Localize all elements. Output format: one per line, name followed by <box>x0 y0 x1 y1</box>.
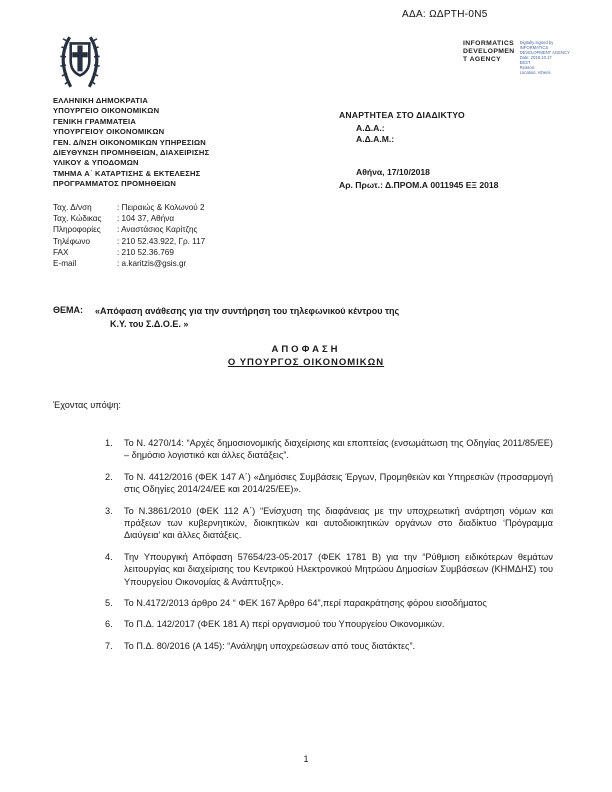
ministry-header-line: ΔΙΕΥΘΥΝΣΗ ΠΡΟΜΗΘΕΙΩΝ, ΔΙΑΧΕΙΡΙΣΗΣ <box>53 148 210 158</box>
preamble-intro: Έχοντας υπόψη: <box>53 400 121 410</box>
contact-row <box>53 258 303 269</box>
page-number: 1 <box>303 754 309 764</box>
signature-details-line: Date: 2018.10.17 <box>519 55 552 60</box>
list-item-number: 1. <box>105 438 113 448</box>
list-item <box>105 437 553 462</box>
anartitea-label: ΑΝΑΡΤΗΤΕΑ ΣΤΟ ΔΙΑΔΙΚΤΥΟ <box>339 110 465 120</box>
subject-label: ΘΕΜΑ: <box>53 305 83 315</box>
list-item-text: Το Π.Δ. 80/2016 (Α 145): “Ανάληψη υποχρεώσεων από τους διατάκτες”. <box>124 640 416 651</box>
decision-title: ΑΠΟΦΑΣΗ <box>271 344 341 355</box>
contact-row <box>53 202 303 213</box>
signature-agency-name <box>463 40 515 75</box>
list-item <box>105 640 553 652</box>
contact-label: FAX <box>53 247 69 257</box>
subject-text-line1: «Απόφαση ανάθεσης για την συντήρηση του τηλεφωνικού κέντρου της <box>95 306 400 316</box>
contact-label: Ταχ. Δ/νση <box>53 203 92 212</box>
protocol-number: Αρ. Πρωτ.: Δ.ΠΡΟΜ.Α 0011945 ΕΞ 2018 <box>339 180 499 190</box>
contact-value: : Πειραιώς & Κολωνού 2 <box>117 203 205 212</box>
signature-details-line: Location: Athens <box>519 70 551 75</box>
signature-details-line: EEST <box>519 60 531 65</box>
contact-value: : 104 37, Αθήνα <box>117 214 175 224</box>
signature-details-line: INFORMATICS <box>519 45 549 50</box>
list-item <box>105 471 553 496</box>
signature-agency-line: DEVELOPMEN <box>463 48 515 55</box>
signature-details-line: Digitally signed by <box>519 40 554 45</box>
list-item-number: 3. <box>105 505 113 516</box>
ada-reference: ΑΔΑ: ΩΔΡΤΗ-0Ν5 <box>402 9 488 20</box>
ministry-header-line: ΥΛΙΚΟΥ & ΥΠΟΔΟΜΩΝ <box>53 158 139 168</box>
signature-details-line: DEVELOPMENT AGENCY <box>519 50 570 55</box>
signature-details <box>520 40 570 75</box>
contact-row <box>53 247 303 258</box>
list-item-text: Το Ν.3861/2010 (ΦΕΚ 112 Α΄) “Ενίσχυση της διαφάνειας με την υποχρεωτική ανάρτηση νόμων και πράξεων των κυβερνητικών, διοικητικών και αυτοδιοικητικών οργάνων στο διαδίκτυο ‘Πρόγραμμα Διαύγεια’ και άλλες διατάξεις. <box>124 505 553 541</box>
list-item <box>105 597 553 609</box>
list-item-text: Το Ν.4172/2013 άρθρο 24 “ ΦΕΚ 167 Άρθρο 64”,περί παρακράτησης φόρου εισοδήματος <box>124 598 487 609</box>
ministry-header-line: ΤΜΗΜΑ Α΄ ΚΑΤΑΡΤΙΣΗΣ & ΕΚΤΕΛΕΣΗΣ <box>53 168 201 178</box>
ministry-header-line: ΥΠΟΥΡΓΕΙΟ ΟΙΚΟΝΟΜΙΚΩΝ <box>53 106 160 116</box>
list-item <box>105 551 553 588</box>
list-item-text: Το Ν. 4270/14: “Αρχές δημοσιονομικής διαχείρισης και εποπτείας (ενσωμάτωση της Οδηγίας 2011/85/ΕΕ) – δημόσιο λογιστικό και άλλες διατάξεις”. <box>124 438 553 461</box>
signature-agency-line: T AGENCY <box>463 56 502 63</box>
ministry-header <box>53 96 283 190</box>
subject-text-line2: Κ.Υ. του Σ.Δ.Ο.Ε. » <box>110 318 189 329</box>
ministry-header-line: ΕΛΛΗΝΙΚΗ ΔΗΜΟΚΡΑΤΙΑ <box>53 96 149 105</box>
signature-details-line: Reason: <box>519 65 536 70</box>
ministry-header-line: ΠΡΟΓΡΑΜΜΑΤΟΣ ΠΡΟΜΗΘΕΙΩΝ <box>53 179 177 189</box>
contact-row <box>53 236 303 247</box>
contact-label: Ταχ. Κώδικας <box>53 214 102 224</box>
list-item-number: 6. <box>105 619 113 630</box>
list-item-text: Την Υπουργική Απόφαση 57654/23-05-2017 (ΦΕΚ 1781 Β) για την “Ρύθμιση ειδικότερων θεμάτων λειτουργίας και διαχείρισης του Κεντρικού Ηλεκτρονικού Μητρώου Δημοσίων Συμβάσεων (ΚΗΜΔΗΣ) του Υπουργείου Οικονομίας & Ανάπτυξης». <box>124 551 553 587</box>
list-item <box>105 505 553 542</box>
subject-text <box>95 305 399 330</box>
list-item-text: Το Ν. 4412/2016 (ΦΕΚ 147 Α΄) «Δημόσιες Συμβάσεις Έργων, Προμηθειών και Υπηρεσιών (προσαρμογή στις Οδηγίες 2014/24/ΕΕ και 2014/25/ΕΕ)». <box>124 471 553 495</box>
list-item <box>105 618 553 630</box>
list-item-number: 5. <box>105 598 113 609</box>
greek-emblem-icon <box>54 31 106 93</box>
contact-label: E-mail <box>53 259 77 269</box>
contact-label: Πληροφορίες <box>53 225 101 235</box>
contact-block <box>53 202 303 269</box>
list-item-number: 2. <box>105 471 113 482</box>
contact-value: : Αναστάσιος Καρίτζης <box>117 225 198 235</box>
ministry-header-line: ΓΕΝΙΚΗ ΓΡΑΜΜΑΤΕΙΑ <box>53 116 137 126</box>
decision-heading <box>0 344 612 368</box>
signature-agency-line: INFORMATICS <box>463 40 515 47</box>
list-item-number: 4. <box>105 551 113 562</box>
contact-label: Τηλέφωνο <box>53 236 91 246</box>
date-line: Αθήνα, 17/10/2018 <box>356 167 430 177</box>
contact-row <box>53 224 303 235</box>
ministry-header-line: ΥΠΟΥΡΓΕΙΟΥ ΟΙΚΟΝΟΜΙΚΩΝ <box>53 127 165 137</box>
contact-value: : 210 52.43.922, Γρ. 117 <box>117 236 206 246</box>
ada-label: Α.Δ.Α.: <box>356 123 385 133</box>
contact-row <box>53 213 303 224</box>
list-item-number: 7. <box>105 640 113 651</box>
subject-block <box>53 305 533 330</box>
list-item-text: Το Π.Δ. 142/2017 (ΦΕΚ 181 Α) περί οργανισμού του Υπουργείου Οικονομικών. <box>124 619 445 630</box>
digital-signature-stamp <box>463 40 570 75</box>
legal-basis-list <box>105 437 553 661</box>
contact-email: : a.karitzis@gsis.gr <box>117 259 187 269</box>
contact-value: : 210 52.36.769 <box>117 247 174 257</box>
adam-label: Α.Δ.Α.Μ.: <box>356 134 395 144</box>
minister-title: Ο ΥΠΟΥΡΓΟΣ ΟΙΚΟΝΟΜΙΚΩΝ <box>227 357 385 368</box>
ministry-header-line: ΓΕΝ. Δ/ΝΣΗ ΟΙΚΟΝΟΜΙΚΩΝ ΥΠΗΡΕΣΙΩΝ <box>53 137 206 147</box>
